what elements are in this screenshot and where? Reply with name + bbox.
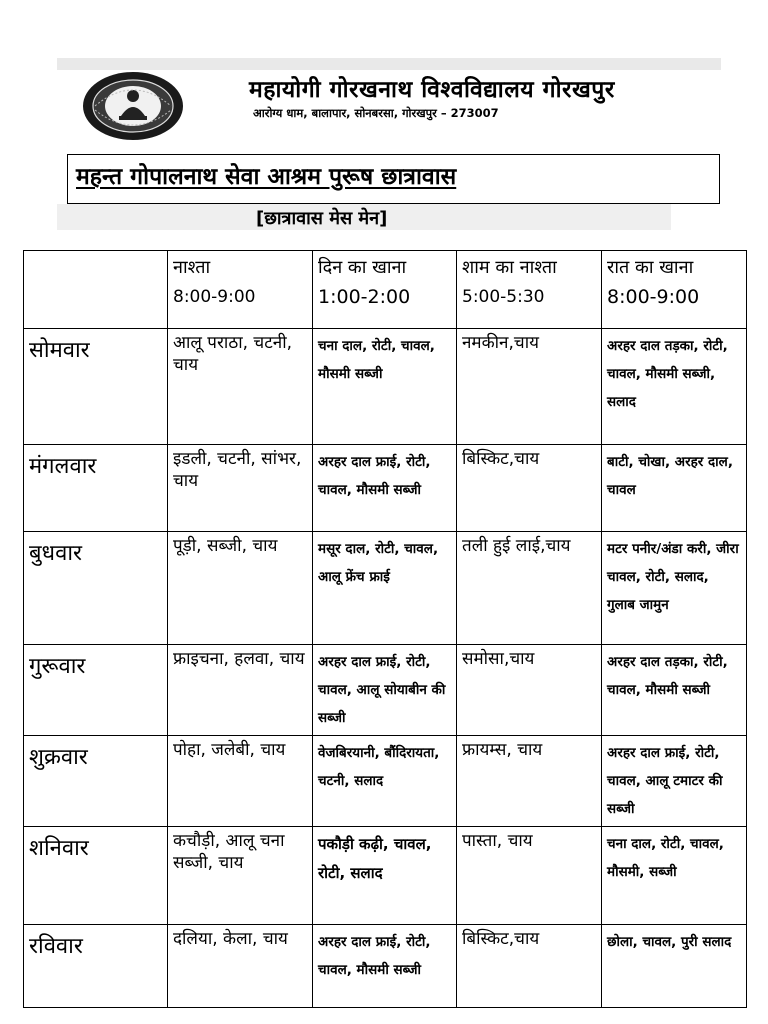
day-name: शुक्रवार <box>29 745 88 770</box>
day-name: बुधवार <box>29 541 83 566</box>
breakfast-item: पूड़ी, सब्जी, चाय <box>173 536 278 556</box>
column-label: दिन का खाना <box>318 257 407 278</box>
header-cell-dinner <box>602 251 747 329</box>
day-name: मंगलवार <box>29 454 97 479</box>
header-cell-breakfast <box>168 251 313 329</box>
breakfast-item: आलू पराठा, चटनी, चाय <box>173 333 293 375</box>
breakfast-item: पोहा, जलेबी, चाय <box>173 740 286 760</box>
university-seal-icon <box>81 70 185 142</box>
table-row <box>24 532 747 645</box>
table-header-row <box>24 251 747 329</box>
column-time: 8:00-9:00 <box>173 287 256 307</box>
table-row <box>24 736 747 827</box>
lunch-item: अरहर दाल फ्राई, रोटी, चावल, मौसमी सब्जी <box>318 934 431 978</box>
dinner-item: चना दाल, रोटी, चावल, मौसमी, सब्जी <box>607 836 724 880</box>
day-name: सोमवार <box>29 338 90 363</box>
dinner-cell <box>602 645 747 736</box>
breakfast-cell <box>168 532 313 645</box>
evening-item: तली हुई लाई,चाय <box>462 536 571 556</box>
lunch-cell <box>313 925 457 1008</box>
day-name: रविवार <box>29 934 83 959</box>
day-cell <box>24 925 168 1008</box>
evening-cell <box>457 329 602 445</box>
table-row <box>24 645 747 736</box>
evening-item: पास्ता, चाय <box>462 831 533 851</box>
lunch-item: वेजबिरयानी, बौंदिरायता, चटनी, सलाद <box>318 745 440 789</box>
breakfast-cell <box>168 329 313 445</box>
evening-cell <box>457 445 602 532</box>
mess-menu-subtitle: [छात्रावास मेस मेन] <box>256 208 388 229</box>
lunch-item: अरहर दाल फ्राई, रोटी, चावल, मौसमी सब्जी <box>318 454 431 498</box>
breakfast-cell <box>168 645 313 736</box>
breakfast-cell <box>168 445 313 532</box>
table-row <box>24 925 747 1008</box>
breakfast-cell <box>168 925 313 1008</box>
lunch-cell <box>313 645 457 736</box>
dinner-cell <box>602 445 747 532</box>
evening-cell <box>457 645 602 736</box>
evening-cell <box>457 736 602 827</box>
day-cell <box>24 736 168 827</box>
evening-cell <box>457 532 602 645</box>
table-row <box>24 329 747 445</box>
dinner-item: मटर पनीर/अंडा करी, जीरा चावल, रोटी, सलाद, गुलाब जामुन <box>607 541 739 613</box>
day-cell <box>24 532 168 645</box>
column-label: शाम का नाश्ता <box>462 257 557 278</box>
university-name: महायोगी गोरखनाथ विश्वविद्यालय गोरखपुर <box>249 77 615 103</box>
lunch-cell <box>313 329 457 445</box>
header-cell-evening <box>457 251 602 329</box>
breakfast-item: इडली, चटनी, सांभर, चाय <box>173 449 302 491</box>
dinner-item: बाटी, चोखा, अरहर दाल, चावल <box>607 454 733 498</box>
lunch-cell <box>313 532 457 645</box>
header-cell-lunch <box>313 251 457 329</box>
dinner-cell <box>602 329 747 445</box>
lunch-item: चना दाल, रोटी, चावल, मौसमी सब्जी <box>318 338 435 382</box>
evening-item: बिस्किट,चाय <box>462 929 540 949</box>
header-cell-day <box>24 251 168 329</box>
breakfast-item: कचौड़ी, आलू चना सब्जी, चाय <box>173 831 285 873</box>
day-name: गुरूवार <box>29 654 86 679</box>
dinner-item: छोला, चावल, पुरी सलाद <box>607 934 732 950</box>
lunch-item: अरहर दाल फ्राई, रोटी, चावल, आलू सोयाबीन की सब्जी <box>318 654 446 726</box>
day-cell <box>24 645 168 736</box>
dinner-item: अरहर दाल तड़का, रोटी, चावल, मौसमी सब्जी <box>607 654 728 698</box>
hostel-title: महन्त गोपालनाथ सेवा आश्रम पुरूष छात्रावास <box>76 164 457 190</box>
breakfast-item: दलिया, केला, चाय <box>173 929 288 949</box>
breakfast-item: फ्राइचना, हलवा, चाय <box>173 649 305 669</box>
day-cell <box>24 827 168 925</box>
hostel-title-box <box>67 154 720 204</box>
column-label: नाश्ता <box>173 257 211 278</box>
column-label: रात का खाना <box>607 257 694 278</box>
column-time: 1:00-2:00 <box>318 286 411 308</box>
evening-item: नमकीन,चाय <box>462 333 539 353</box>
university-header <box>57 70 721 148</box>
evening-cell <box>457 827 602 925</box>
lunch-cell <box>313 736 457 827</box>
dinner-cell <box>602 532 747 645</box>
evening-item: फ्रायम्स, चाय <box>462 740 543 760</box>
evening-cell <box>457 925 602 1008</box>
table-row <box>24 827 747 925</box>
dinner-cell <box>602 736 747 827</box>
mess-menu-table <box>23 250 747 1008</box>
evening-item: बिस्किट,चाय <box>462 449 540 469</box>
dinner-cell <box>602 827 747 925</box>
lunch-cell <box>313 827 457 925</box>
breakfast-cell <box>168 827 313 925</box>
day-cell <box>24 329 168 445</box>
lunch-cell <box>313 445 457 532</box>
column-time: 8:00-9:00 <box>607 286 700 308</box>
day-name: शनिवार <box>29 836 89 861</box>
dinner-item: अरहर दाल तड़का, रोटी, चावल, मौसमी सब्जी, सलाद <box>607 338 728 410</box>
header-band <box>57 58 721 70</box>
column-time: 5:00-5:30 <box>462 287 545 307</box>
lunch-item: मसूर दाल, रोटी, चावल, आलू फ्रेंच फ्राई <box>318 541 439 585</box>
day-cell <box>24 445 168 532</box>
table-row <box>24 445 747 532</box>
dinner-item: अरहर दाल फ्राई, रोटी, चावल, आलू टमाटर की सब्जी <box>607 745 723 817</box>
lunch-item: पकौड़ी कढ़ी, चावल, रोटी, सलाद <box>318 835 432 882</box>
university-address: आरोग्य धाम, बालापार, सोनबरसा, गोरखपुर – 273007 <box>253 106 499 120</box>
breakfast-cell <box>168 736 313 827</box>
evening-item: समोसा,चाय <box>462 649 535 669</box>
dinner-cell <box>602 925 747 1008</box>
